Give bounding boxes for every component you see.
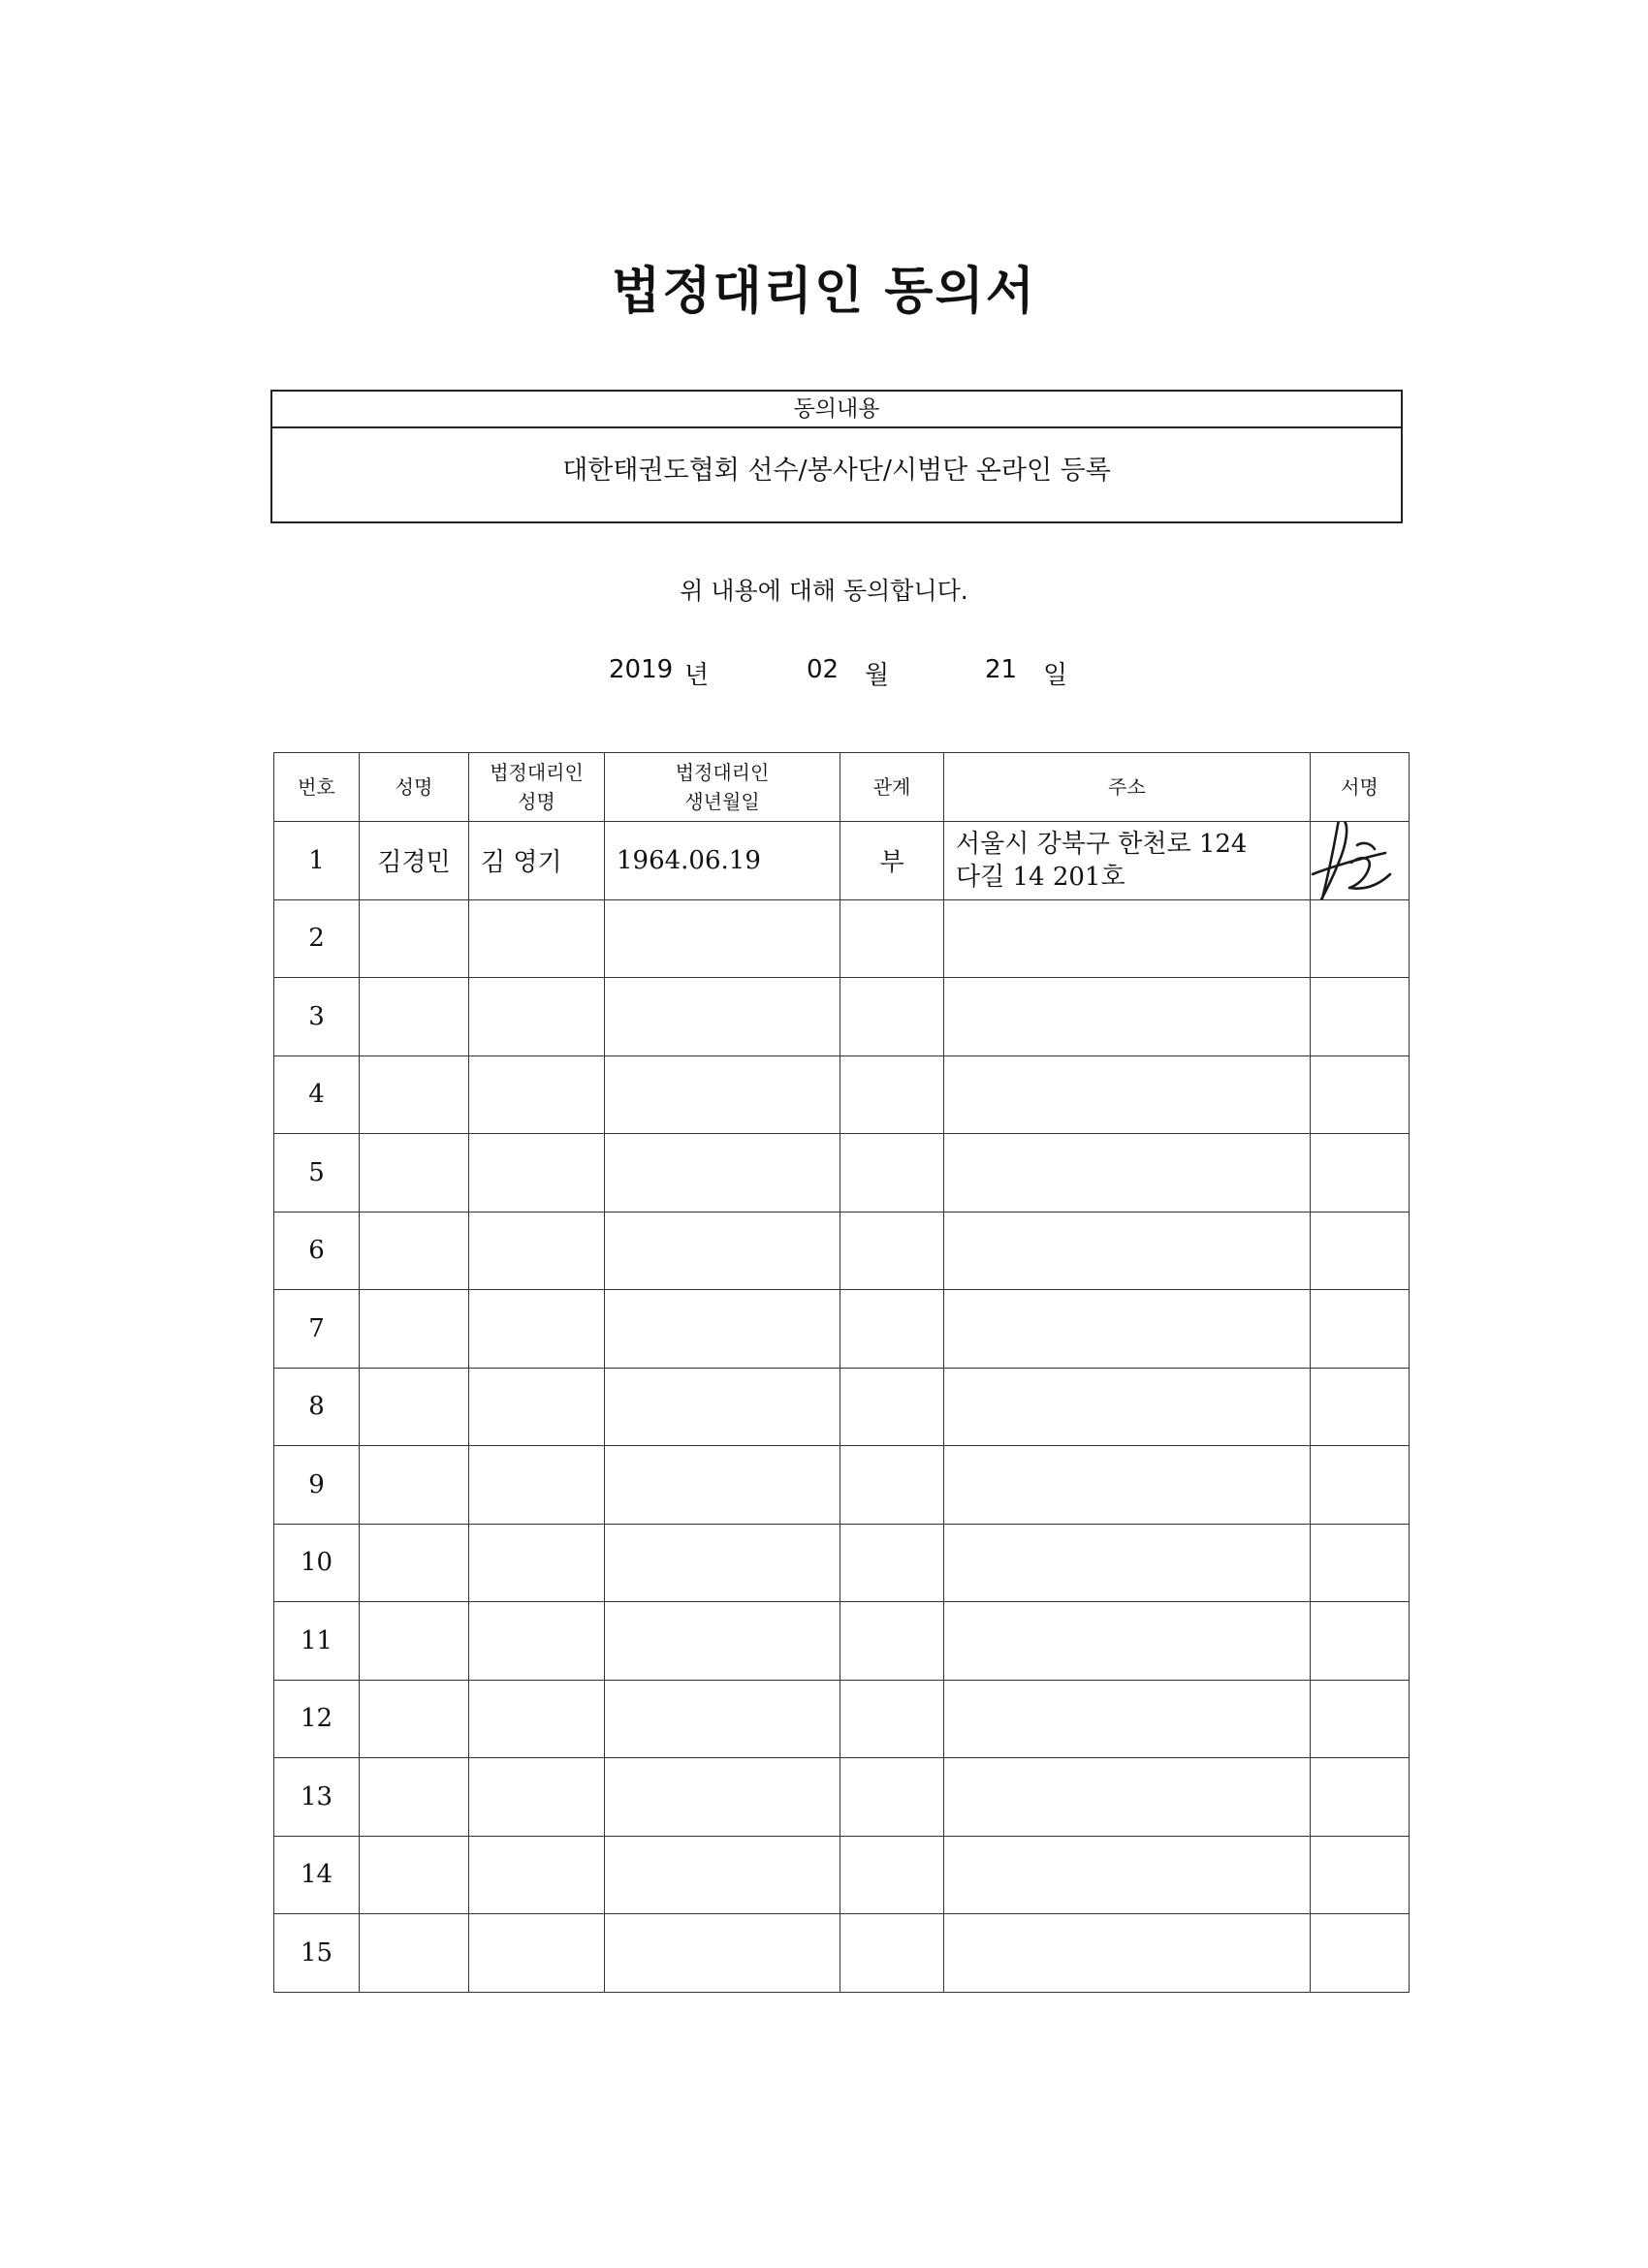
empty-cell: [469, 1758, 605, 1837]
empty-cell: [1311, 1914, 1410, 1993]
table-row: [274, 1368, 1410, 1446]
row-no: 8: [274, 1368, 360, 1446]
table-row: [274, 978, 1410, 1056]
empty-cell: [944, 1524, 1311, 1602]
empty-cell: [944, 1680, 1311, 1758]
handwritten-signature: [1311, 822, 1410, 900]
row-no: 14: [274, 1836, 360, 1914]
empty-cell: [605, 1290, 840, 1369]
table-row: [274, 1524, 1410, 1602]
empty-cell: [840, 978, 944, 1056]
row-no: 7: [274, 1290, 360, 1369]
empty-cell: [469, 1290, 605, 1369]
empty-cell: [1311, 1836, 1410, 1914]
empty-cell: [605, 1602, 840, 1681]
header-no: 번호: [274, 753, 360, 822]
row-relation: 부: [840, 822, 944, 900]
empty-cell: [360, 1055, 469, 1134]
empty-cell: [944, 1602, 1311, 1681]
table-row: [274, 1758, 1410, 1837]
row-no: 2: [274, 899, 360, 978]
empty-cell: [944, 899, 1311, 978]
empty-cell: [1311, 1446, 1410, 1525]
empty-cell: [840, 1134, 944, 1213]
empty-cell: [605, 1680, 840, 1758]
consent-box: [270, 390, 1403, 523]
table-row: [274, 1055, 1410, 1134]
empty-cell: [944, 1758, 1311, 1837]
empty-cell: [840, 1290, 944, 1369]
row-no: 13: [274, 1758, 360, 1837]
row-no: 10: [274, 1524, 360, 1602]
table-row: [274, 1290, 1410, 1369]
header-guardian-name-line2: 성명: [518, 790, 555, 813]
header-name: 성명: [360, 753, 469, 822]
empty-cell: [840, 1524, 944, 1602]
empty-cell: [840, 1758, 944, 1837]
empty-cell: [944, 1914, 1311, 1993]
header-guardian-name: [469, 753, 605, 822]
empty-cell: [944, 1290, 1311, 1369]
empty-cell: [840, 1836, 944, 1914]
empty-cell: [469, 1055, 605, 1134]
empty-cell: [605, 1524, 840, 1602]
empty-cell: [840, 1212, 944, 1290]
row-no: 15: [274, 1914, 360, 1993]
empty-cell: [605, 1446, 840, 1525]
row-guardian-name: 김 영기: [469, 822, 605, 900]
empty-cell: [840, 1446, 944, 1525]
table-row: [274, 899, 1410, 978]
empty-cell: [469, 1368, 605, 1446]
empty-cell: [469, 1134, 605, 1213]
empty-cell: [360, 1914, 469, 1993]
empty-cell: [469, 1680, 605, 1758]
empty-cell: [840, 1914, 944, 1993]
empty-cell: [605, 978, 840, 1056]
guardian-table: [273, 752, 1410, 1993]
row-signature: [1311, 822, 1410, 900]
empty-cell: [469, 1914, 605, 1993]
empty-cell: [605, 1368, 840, 1446]
table-row: [274, 1446, 1410, 1525]
empty-cell: [360, 1368, 469, 1446]
empty-cell: [605, 1758, 840, 1837]
row-address: [944, 822, 1311, 900]
empty-cell: [1311, 1368, 1410, 1446]
row-address-line1: 서울시 강북구 한천로 124: [956, 829, 1248, 859]
date-month-unit: 월: [865, 661, 890, 690]
empty-cell: [605, 1914, 840, 1993]
row-address-line2: 다길 14 201호: [956, 862, 1125, 892]
empty-cell: [1311, 978, 1410, 1056]
empty-cell: [840, 899, 944, 978]
empty-cell: [360, 1602, 469, 1681]
empty-cell: [605, 1212, 840, 1290]
empty-cell: [1311, 1212, 1410, 1290]
consent-body: 대한태권도협회 선수/봉사단/시범단 온라인 등록: [562, 456, 1111, 486]
document-title: 법정대리인 동의서: [612, 263, 1036, 321]
empty-cell: [360, 1212, 469, 1290]
empty-cell: [944, 1446, 1311, 1525]
empty-cell: [469, 1446, 605, 1525]
date-day: 21: [985, 655, 1018, 684]
empty-cell: [944, 978, 1311, 1056]
row-no: 3: [274, 978, 360, 1056]
row-no: 11: [274, 1602, 360, 1681]
empty-cell: [944, 1368, 1311, 1446]
empty-cell: [469, 1212, 605, 1290]
header-signature: 서명: [1311, 753, 1410, 822]
row-no: 4: [274, 1055, 360, 1134]
empty-cell: [1311, 1680, 1410, 1758]
empty-cell: [944, 1836, 1311, 1914]
header-guardian-name-line1: 법정대리인: [490, 761, 584, 784]
empty-cell: [840, 1055, 944, 1134]
empty-cell: [605, 1055, 840, 1134]
row-guardian-birth: 1964.06.19: [605, 822, 840, 900]
date-month: 02: [807, 655, 840, 684]
empty-cell: [1311, 1134, 1410, 1213]
table-row: [274, 1602, 1410, 1681]
empty-cell: [360, 1758, 469, 1837]
empty-cell: [1311, 1524, 1410, 1602]
agree-statement: 위 내용에 대해 동의합니다.: [680, 577, 968, 605]
empty-cell: [360, 1290, 469, 1369]
table-row: [274, 1680, 1410, 1758]
empty-cell: [944, 1055, 1311, 1134]
empty-cell: [469, 899, 605, 978]
empty-cell: [360, 1446, 469, 1525]
empty-cell: [469, 1602, 605, 1681]
empty-cell: [944, 1134, 1311, 1213]
row-name: 김경민: [360, 822, 469, 900]
table-row: [274, 1212, 1410, 1290]
empty-cell: [469, 978, 605, 1056]
empty-cell: [1311, 1055, 1410, 1134]
empty-cell: [360, 1836, 469, 1914]
empty-cell: [605, 899, 840, 978]
row-no: 12: [274, 1680, 360, 1758]
empty-cell: [944, 1212, 1311, 1290]
empty-cell: [1311, 1758, 1410, 1837]
empty-cell: [360, 978, 469, 1056]
table-row: [274, 1836, 1410, 1914]
empty-cell: [469, 1836, 605, 1914]
empty-cell: [360, 1134, 469, 1213]
row-no: 9: [274, 1446, 360, 1525]
empty-cell: [840, 1680, 944, 1758]
table-row: [274, 1914, 1410, 1993]
header-guardian-birth: [605, 753, 840, 822]
empty-cell: [1311, 1290, 1410, 1369]
empty-cell: [469, 1524, 605, 1602]
empty-cell: [360, 1524, 469, 1602]
header-guardian-birth-line1: 법정대리인: [675, 761, 770, 784]
row-no: 5: [274, 1134, 360, 1213]
empty-cell: [605, 1134, 840, 1213]
table-row: [274, 1134, 1410, 1213]
table-header-row: [274, 753, 1410, 822]
row-no: 1: [274, 822, 360, 900]
empty-cell: [360, 1680, 469, 1758]
row-no: 6: [274, 1212, 360, 1290]
empty-cell: [605, 1836, 840, 1914]
date-day-unit: 일: [1043, 661, 1068, 690]
empty-cell: [840, 1602, 944, 1681]
empty-cell: [1311, 899, 1410, 978]
date-year: 2019: [609, 655, 674, 684]
header-relation: 관계: [840, 753, 944, 822]
header-guardian-birth-line2: 생년월일: [684, 790, 760, 813]
empty-cell: [840, 1368, 944, 1446]
consent-header: 동의내용: [272, 392, 1401, 428]
header-address: 주소: [944, 753, 1311, 822]
empty-cell: [1311, 1602, 1410, 1681]
empty-cell: [360, 899, 469, 978]
table-row: [274, 822, 1410, 900]
date-year-unit: 년: [684, 661, 710, 690]
